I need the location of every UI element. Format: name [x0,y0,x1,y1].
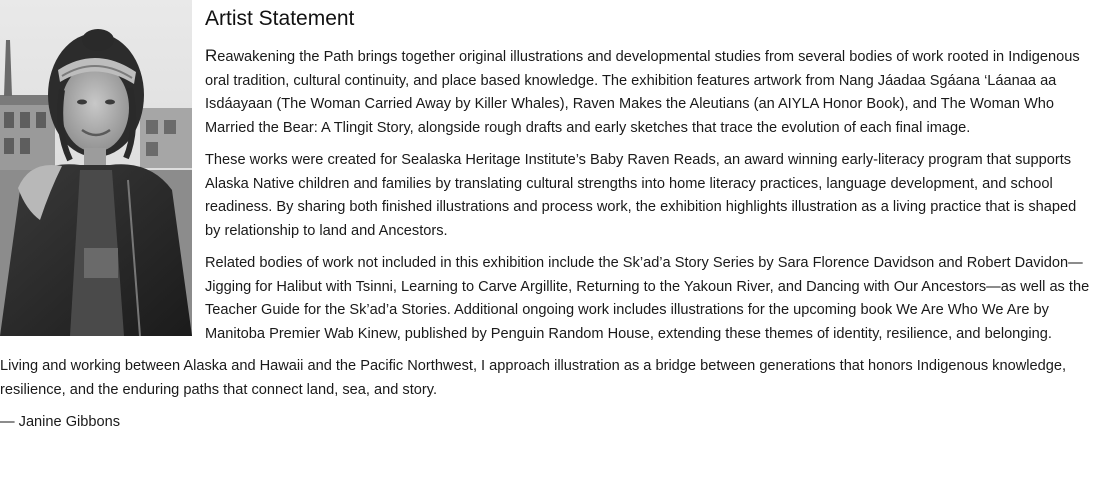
portrait-image [0,0,192,336]
statement-paragraph-4: Living and working between Alaska and Hawaii and the Pacific Northwest, I approach illustration as a bridge between generations that honors Indigenous knowledge, resilience, and the enduring paths that connect land, sea, and story. [0,358,1067,398]
statement-paragraph-2: These works were created for Sealaska Heritage Institute’s Baby Raven Reads, an award winning early-literacy program that supports Alaska Native children and families by translating cultural strengths into home literacy practices, language development, and school readiness. By sharing both finished illustrations and process work, the exhibition highlights illustration as a living practice that is shaped by relationship to land and Ancestors. [205,152,1077,239]
statement-paragraph-3: Related bodies of work not included in this exhibition include the Sk’ad’a Story Series by Sara Florence Davidson and Robert Davidon—Jigging for Halibut with Tsinni, Learning to Carve Argillite, Returning to the Yakoun River, and Dancing with Our Ancestors—as well as the Teacher Guide for the Sk’ad’a Stories. Additional ongoing work includes illustrations for the upcoming book We Are Who We Are by Manitoba Premier Wab Kinew, published by Penguin Random House, extending these themes of identity, resilience, and belonging. [205,255,1090,342]
page-title: Artist Statement [205,7,355,30]
paragraph-1-text: eawakening the Path brings together original illustrations and developmental studies from several bodies of work rooted in Indigenous oral tradition, cultural continuity, and place based knowledge. The exhibition features artwork from Nang Jáadaa Sgáana ‘Láanaa aa Isdáayaan (The Woman Carried Away by Killer Whales), Raven Makes the Aleutians (an AIYLA Honor Book), and The Woman Who Married the Bear: A Tlingit Story, alongside rough drafts and early sketches that trace the evolution of each final image. [205,49,1080,136]
paragraph-lead-letter: R [205,46,218,65]
artist-signature: — Janine Gibbons [0,414,121,430]
artist-portrait-photo [0,0,192,336]
